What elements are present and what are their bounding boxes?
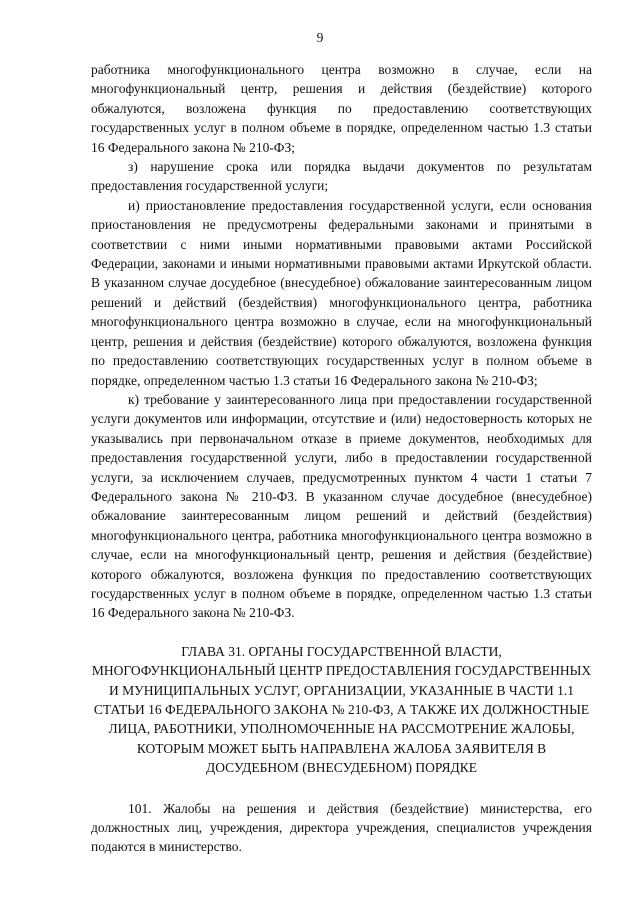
paragraph-101: 101. Жалобы на решения и действия (бездействие) министерства, его должностных лиц, учреждения, директора учреждения, специалистов учреждения подаются в министерство. [91, 800, 592, 855]
page-number: 9 [316, 30, 324, 45]
paragraph-item-k: к) требование у заинтересованного лица при предоставлении государственной услуги документов или информации, отсутствие и (или) недостоверность которых не указывались при первоначальном отказе в приеме документов, необходимых для предоставления государственной услуги, либо в предоставлении государственной услуги, за исключением случаев, предусмотренных пунктом 4 части 1 статьи 7 Федерального закона № 210-ФЗ. В указанном случае досудебное (внесудебное) обжалование заинтересованным лицом решений и действий (бездействия) многофункционального центра, работника многофункционального центра возможно в случае, если на многофункциональный центр, решения и действия (бездействие) которого обжалуются, возложена функция по предоставлению соответствующих государственных услуг в полном объеме в порядке, определенном частью 1.3 статьи 16 Федерального закона № 210-ФЗ. [91, 391, 592, 621]
paragraph-item-i: и) приостановление предоставления государственной услуги, если основания приостановления не предусмотрены федеральными законами и принятыми в соответствии с ними иными нормативными правовыми актами Российской Федерации, законами и иными нормативными правовыми актами Иркутской области. В указанном случае досудебное (внесудебное) обжалование заинтересованным лицом решений и действий (бездействия) многофункционального центра, работника многофункционального центра возможно в случае, если на многофункциональный центр, решения и действия (бездействие) которого обжалуются, возложена функция по предоставлению соответствующих государственных услуг в полном объеме в порядке, определенном частью 1.3 статьи 16 Федерального закона № 210-ФЗ; [91, 197, 592, 388]
paragraph-continuation: работника многофункционального центра возможно в случае, если на многофункциональный центр, решения и действия (бездействие) которого обжалуются, возложена функция по предоставлению соответствующих государственных услуг в полном объеме в порядке, определенном частью 1.3 статьи 16 Федерального закона № 210-ФЗ; [91, 62, 592, 155]
paragraph-item-z: з) нарушение срока или порядка выдачи документов по результатам предоставления государственной услуги; [91, 159, 592, 194]
chapter-heading: ГЛАВА 31. ОРГАНЫ ГОСУДАРСТВЕННОЙ ВЛАСТИ, МНОГОФУНКЦИОНАЛЬНЫЙ ЦЕНТР ПРЕДОСТАВЛЕНИЯ ГОСУДАРСТВЕННЫХ И МУНИЦИПАЛЬНЫХ УСЛУГ, ОРГАНИЗАЦИИ, УКАЗАННЫЕ В ЧАСТИ 1.1 СТАТЬИ 16 ФЕДЕРАЛЬНОГО ЗАКОНА № 210-ФЗ, А ТАКЖЕ ИХ ДОЛЖНОСТНЫЕ ЛИЦА, РАБОТНИКИ, УПОЛНОМОЧЕННЫЕ НА РАССМОТРЕНИЕ ЖАЛОБЫ, КОТОРЫМ МОЖЕТ БЫТЬ НАПРАВЛЕНА ЖАЛОБА ЗАЯВИТЕЛЯ В ДОСУДЕБНОМ (ВНЕСУДЕБНОМ) ПОРЯДКЕ [91, 643, 592, 776]
document-body [91, 60, 592, 857]
